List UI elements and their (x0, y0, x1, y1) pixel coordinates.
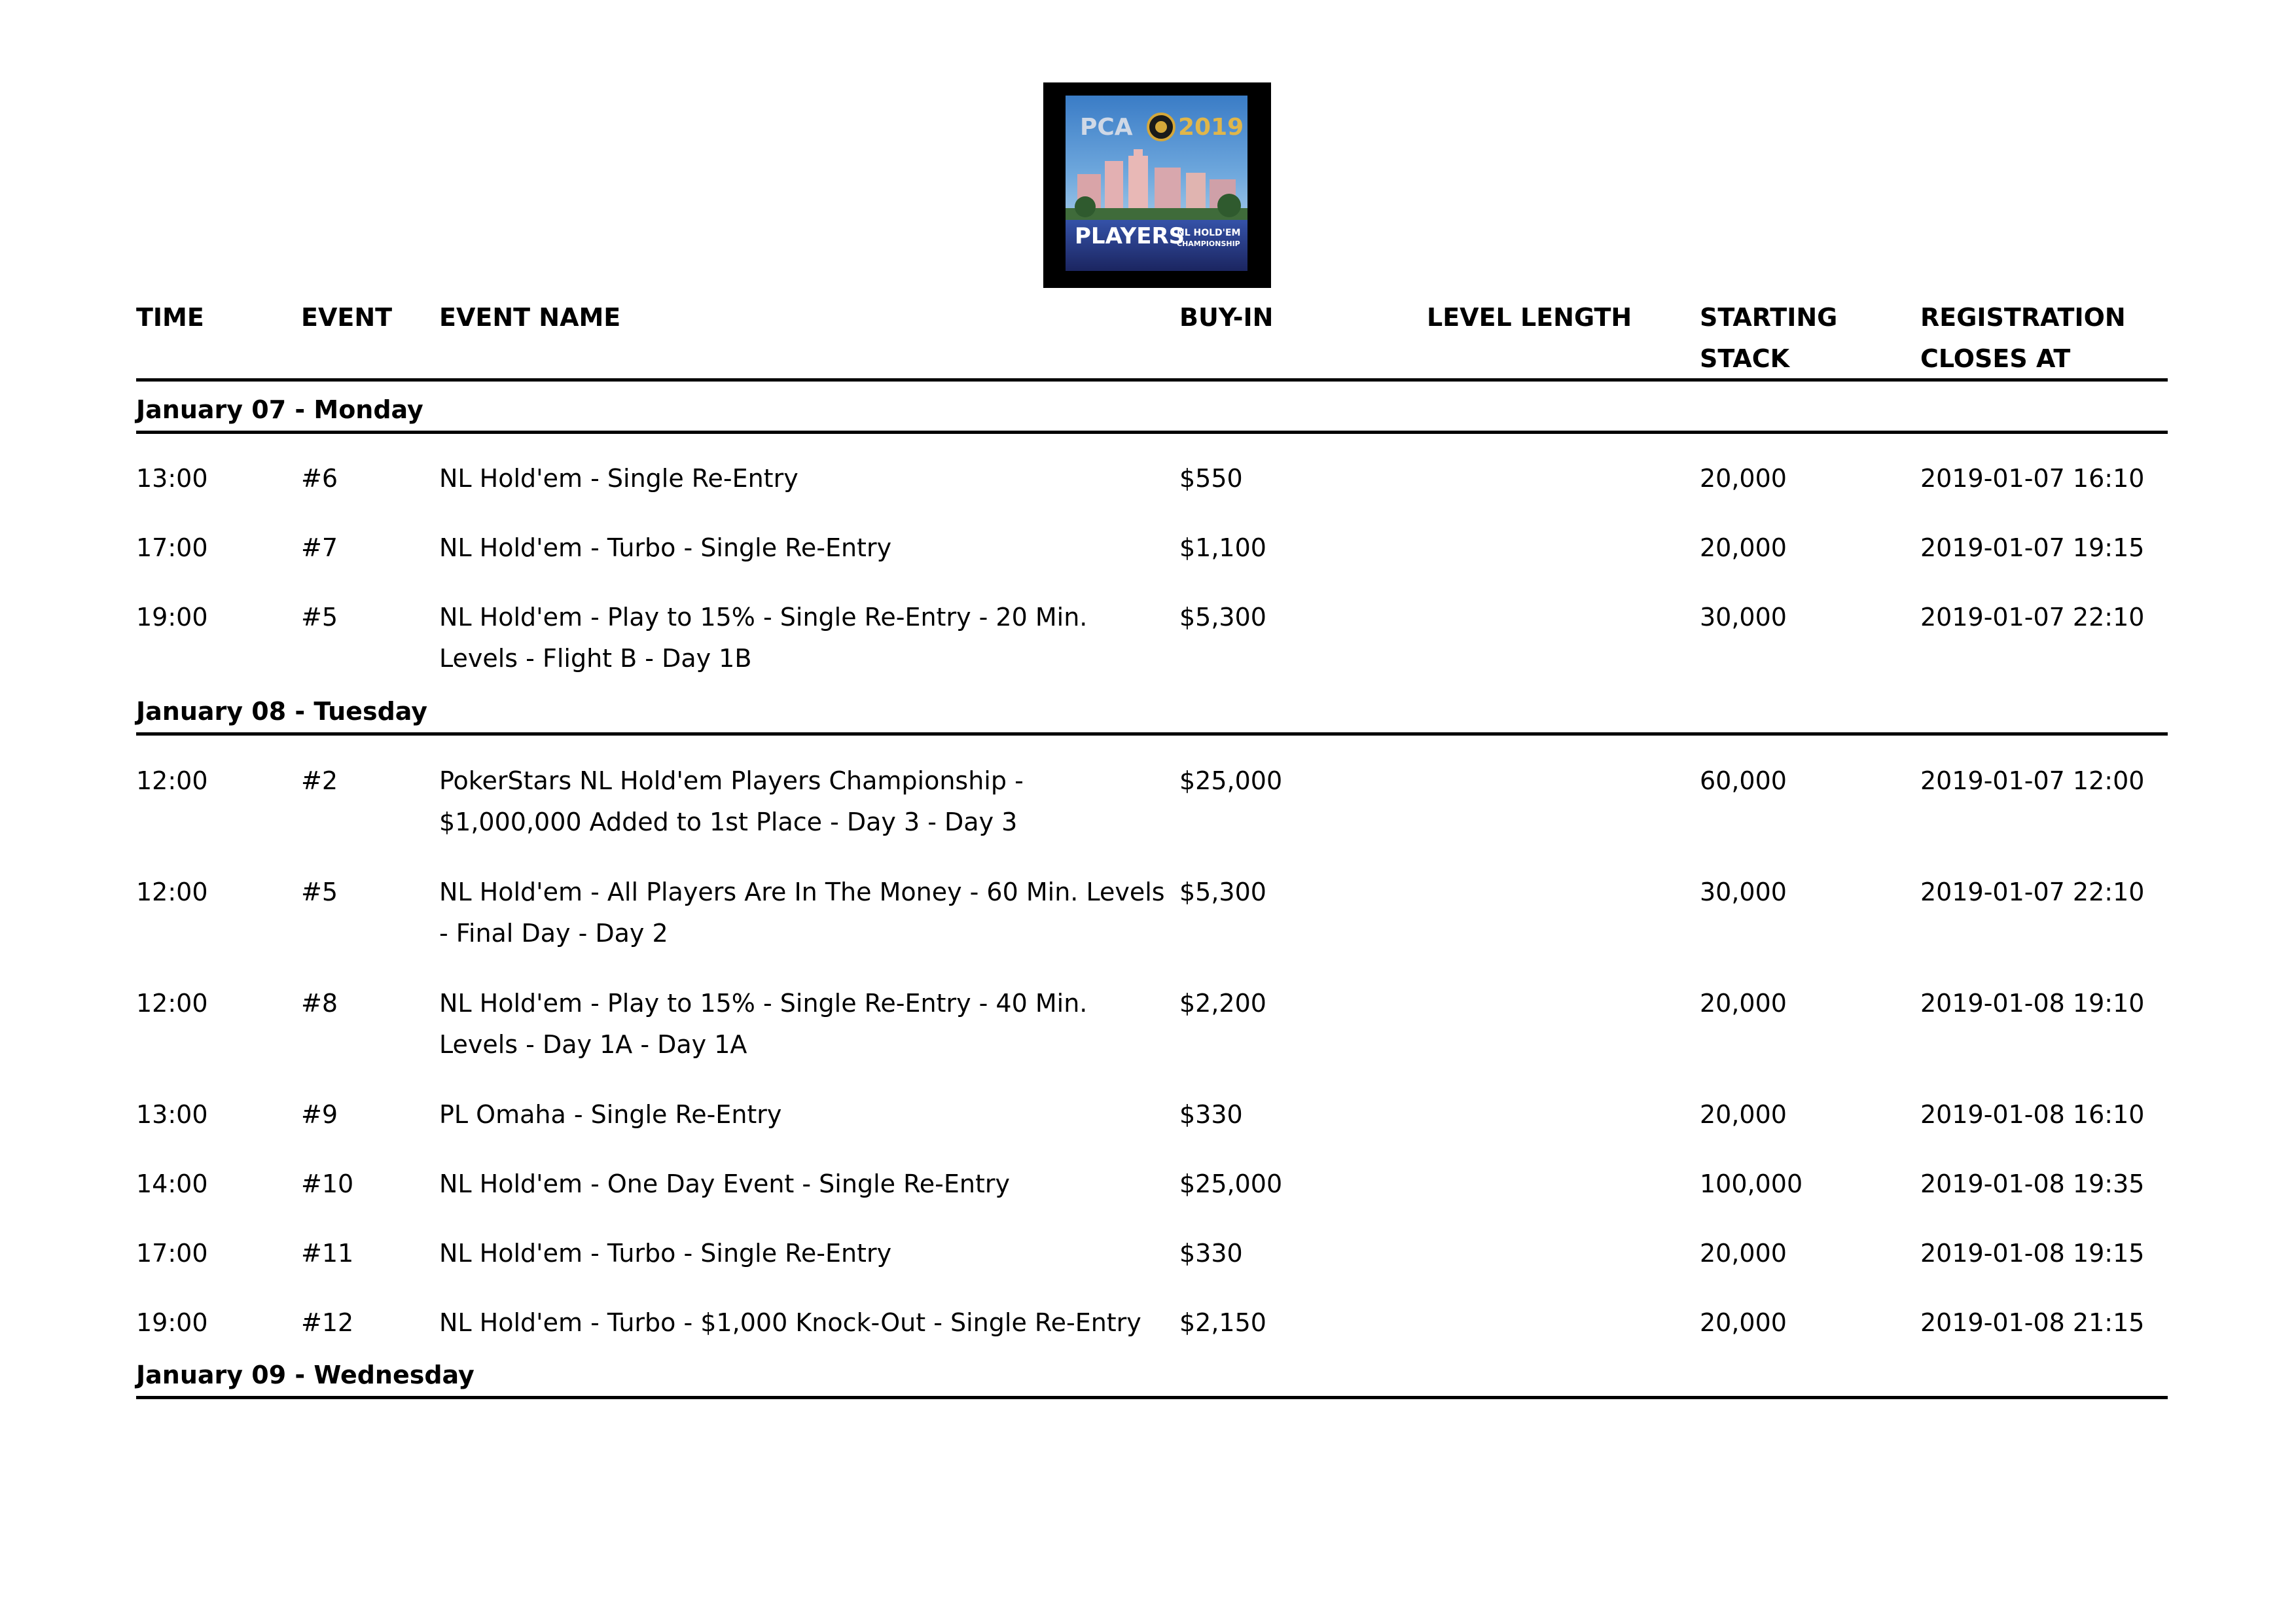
cell-buy-in: $2,200 (1179, 989, 1266, 1018)
header-buy-in: BUY-IN (1179, 303, 1274, 332)
cell-starting-stack: 20,000 (1700, 464, 1787, 493)
cell-starting-stack: 60,000 (1700, 766, 1787, 795)
cell-event-name (439, 983, 1172, 1065)
header-starting-stack (1700, 297, 1909, 380)
event-name-line1: NL Hold'em - Play to 15% - Single Re-Entry - 40 Min. (439, 989, 1088, 1018)
logo-nlh-text: NL HOLD'EM (1177, 228, 1241, 238)
logo-year-text: 2019 (1178, 114, 1244, 141)
cell-event: #7 (301, 533, 338, 562)
cell-time: 12:00 (136, 989, 208, 1018)
day-label: January 08 - Tuesday (136, 697, 428, 726)
logo-image (1066, 96, 1247, 271)
cell-registration-closes: 2019-01-07 22:10 (1920, 878, 2145, 906)
header-time: TIME (136, 303, 204, 332)
header-starting-stack-line1: STARTING (1700, 303, 1838, 332)
cell-event: #8 (301, 989, 338, 1018)
cell-time: 12:00 (136, 766, 208, 795)
cell-registration-closes: 2019-01-08 16:10 (1920, 1100, 2145, 1129)
cell-starting-stack: 30,000 (1700, 878, 1787, 906)
header-divider (136, 378, 2168, 382)
cell-buy-in: $5,300 (1179, 878, 1266, 906)
cell-event-name (439, 760, 1172, 843)
cell-starting-stack: 100,000 (1700, 1169, 1803, 1198)
event-name-line1: NL Hold'em - All Players Are In The Money - 60 Min. Levels (439, 878, 1165, 906)
cell-starting-stack: 20,000 (1700, 1100, 1787, 1129)
cell-time: 17:00 (136, 1239, 208, 1268)
cell-event-name (439, 527, 1172, 569)
cell-registration-closes: 2019-01-08 19:15 (1920, 1239, 2145, 1268)
header-level-length: LEVEL LENGTH (1427, 303, 1632, 332)
cell-starting-stack: 20,000 (1700, 533, 1787, 562)
day-label: January 07 - Monday (136, 395, 423, 424)
cell-event-name (439, 1164, 1172, 1205)
cell-event: #9 (301, 1100, 338, 1129)
cell-event-name (439, 458, 1172, 499)
event-name-line1: NL Hold'em - Single Re-Entry (439, 464, 798, 493)
cell-registration-closes: 2019-01-07 12:00 (1920, 766, 2145, 795)
cell-event: #6 (301, 464, 338, 493)
cell-event-name (439, 872, 1172, 954)
cell-time: 12:00 (136, 878, 208, 906)
cell-time: 19:00 (136, 1308, 208, 1337)
cell-event: #11 (301, 1239, 354, 1268)
cell-starting-stack: 20,000 (1700, 1308, 1787, 1337)
cell-event-name (439, 1233, 1172, 1274)
cell-registration-closes: 2019-01-08 19:10 (1920, 989, 2145, 1018)
day-divider (136, 732, 2168, 736)
cell-event: #2 (301, 766, 338, 795)
event-name-line1: NL Hold'em - Turbo - $1,000 Knock-Out - Single Re-Entry (439, 1308, 1141, 1337)
cell-time: 13:00 (136, 464, 208, 493)
logo-players-text: PLAYERS (1075, 223, 1185, 249)
header-starting-stack-line2: STACK (1700, 344, 1790, 373)
cell-registration-closes: 2019-01-07 16:10 (1920, 464, 2145, 493)
event-name-line1: NL Hold'em - Play to 15% - Single Re-Entry - 20 Min. (439, 603, 1088, 632)
day-divider (136, 1396, 2168, 1399)
cell-registration-closes: 2019-01-08 19:35 (1920, 1169, 2145, 1198)
cell-event: #12 (301, 1308, 354, 1337)
cell-event: #5 (301, 878, 338, 906)
cell-starting-stack: 30,000 (1700, 603, 1787, 632)
event-name-line1: NL Hold'em - Turbo - Single Re-Entry (439, 1239, 892, 1268)
header-registration-line2: CLOSES AT (1920, 344, 2071, 373)
event-name-line2: $1,000,000 Added to 1st Place - Day 3 - Day 3 (439, 808, 1018, 836)
header-registration-closes (1920, 297, 2169, 380)
cell-buy-in: $330 (1179, 1239, 1243, 1268)
cell-starting-stack: 20,000 (1700, 1239, 1787, 1268)
header-event: EVENT (301, 303, 393, 332)
cell-event: #5 (301, 603, 338, 632)
logo-pca-text: PCA (1080, 114, 1133, 141)
event-name-line1: PokerStars NL Hold'em Players Championship - (439, 766, 1024, 795)
cell-time: 14:00 (136, 1169, 208, 1198)
cell-time: 13:00 (136, 1100, 208, 1129)
cell-buy-in: $550 (1179, 464, 1243, 493)
cell-buy-in: $2,150 (1179, 1308, 1266, 1337)
pca-2019-logo (1043, 82, 1271, 288)
event-name-line1: PL Omaha - Single Re-Entry (439, 1100, 782, 1129)
cell-buy-in: $5,300 (1179, 603, 1266, 632)
event-name-line2: Levels - Flight B - Day 1B (439, 644, 752, 673)
header-registration-line1: REGISTRATION (1920, 303, 2126, 332)
header-event-name: EVENT NAME (439, 303, 621, 332)
day-label: January 09 - Wednesday (136, 1361, 475, 1389)
cell-event-name (439, 597, 1172, 679)
event-name-line2: - Final Day - Day 2 (439, 919, 668, 948)
cell-time: 19:00 (136, 603, 208, 632)
day-divider (136, 431, 2168, 434)
cell-registration-closes: 2019-01-07 19:15 (1920, 533, 2145, 562)
cell-time: 17:00 (136, 533, 208, 562)
cell-buy-in: $25,000 (1179, 1169, 1283, 1198)
cell-event: #10 (301, 1169, 354, 1198)
cell-starting-stack: 20,000 (1700, 989, 1787, 1018)
cell-buy-in: $330 (1179, 1100, 1243, 1129)
event-name-line1: NL Hold'em - One Day Event - Single Re-Entry (439, 1169, 1010, 1198)
cell-buy-in: $1,100 (1179, 533, 1266, 562)
event-name-line2: Levels - Day 1A - Day 1A (439, 1030, 747, 1059)
logo-championship-text: CHAMPIONSHIP (1177, 240, 1240, 248)
cell-event-name (439, 1094, 1172, 1135)
cell-buy-in: $25,000 (1179, 766, 1283, 795)
cell-registration-closes: 2019-01-08 21:15 (1920, 1308, 2145, 1337)
cell-registration-closes: 2019-01-07 22:10 (1920, 603, 2145, 632)
event-name-line1: NL Hold'em - Turbo - Single Re-Entry (439, 533, 892, 562)
cell-event-name (439, 1302, 1172, 1344)
